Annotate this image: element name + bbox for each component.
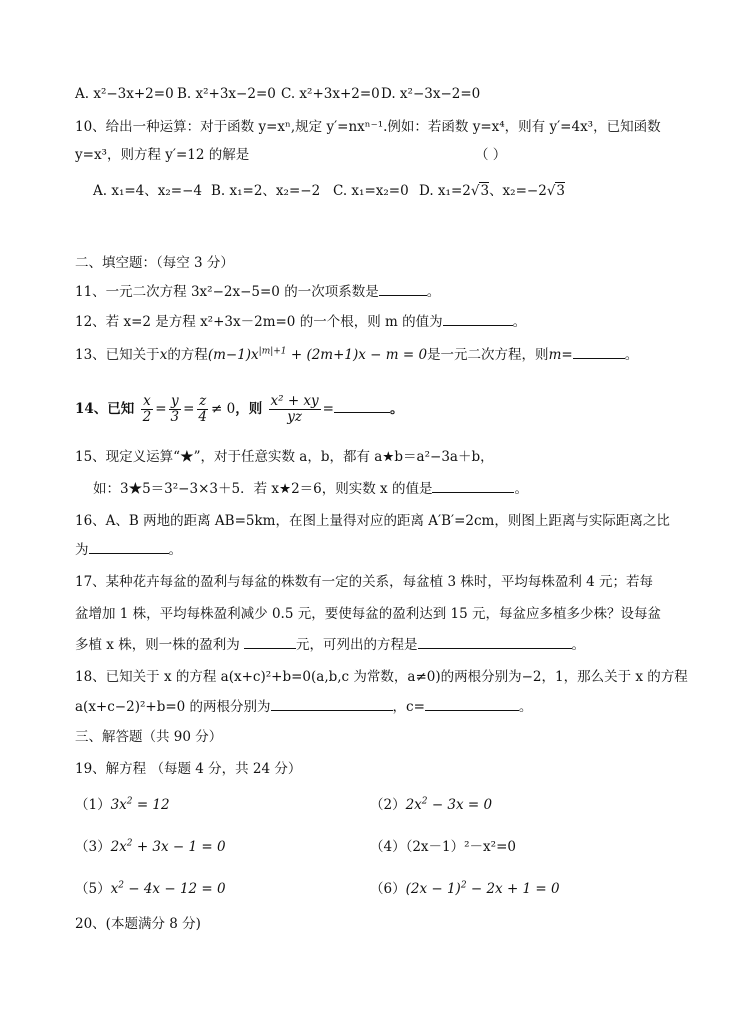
q18-line1: 18、已知关于 x 的方程 a(x+c)²+b=0(a,b,c 为常数，a≠0)的两根分别为−2，1，那么关于 x 的方程 xyxy=(75,669,688,685)
p3-equation: $2x^2 + 3x - 1 = 0$ xyxy=(110,838,226,855)
q19-heading: 19、解方程 （每题 4 分，共 24 分） xyxy=(75,761,302,777)
p5-equation: $x^2 - 4x - 12 = 0$ xyxy=(110,880,226,897)
q12: 12、若 x=2 是方程 x²+3x－2m=0 的一个根，则 m 的值为 。 xyxy=(75,314,527,330)
q17-line3: 多植 x 株，则一株的盈利为 元，可列出的方程是 。 xyxy=(75,637,585,653)
q9-option-d: D. x²−3x−2=0 xyxy=(381,86,481,102)
q16-line1: 16、A、B 两地的距离 AB=5km，在图上量得对应的距离 A′B′=2cm，则图上距离与实际距离之比 xyxy=(75,513,670,529)
q19-row2 xyxy=(75,838,675,856)
p3-label: （3） xyxy=(75,839,111,855)
p1-label: （1） xyxy=(75,797,111,813)
section2-heading: 二、填空题：（每空 3 分） xyxy=(75,255,234,271)
q10-option-b: B. x₁=2、x₂=−2 xyxy=(211,183,321,199)
p1-equation: $3x^2 = 12$ xyxy=(110,796,170,813)
p4: （4）（2x－1）²－x²=0 xyxy=(370,839,516,855)
q18-line2: a(x+c−2)²+b=0 的两根分别为 ，c= 。 xyxy=(75,699,533,715)
q16-line2: 为 。 xyxy=(75,542,182,558)
q10-text: y=x³，则方程 y′=12 的解是 xyxy=(75,147,250,163)
q10-option-c: C. x₁=x₂=0 xyxy=(333,183,409,199)
q13: 13、已知关于x的方程$(m-1)x^{|m|+1} + (2m+1)x - m = 0$是一元二次方程，则m= 。 xyxy=(75,346,639,363)
q11: 11、一元二次方程 3x²−2x−5=0 的一次项系数是 。 xyxy=(75,284,441,300)
q10-options xyxy=(93,182,565,200)
q10-line2 xyxy=(75,146,507,164)
q14: 14、已知 $\frac{x}{2}$ = $\frac{y}{3}$ = $\frac{z}{4}$ ≠ 0，则 $\frac{\text{x² + xy}}{yz}$ = 。 xyxy=(75,393,404,425)
q10-option-a: A. x₁=4、x₂=−4 xyxy=(93,183,202,199)
q9-option-c: C. x²+3x+2=0 xyxy=(281,86,380,102)
q17-line2: 盆增加 1 株，平均每株盈利减少 0.5 元，要使每盆的盈利达到 15 元，每盆应多植多少株？设每盆 xyxy=(75,606,661,622)
q9-option-a: A. x²−3x+2=0 xyxy=(75,86,174,102)
q10-answer-paren: （ ） xyxy=(475,147,507,163)
q10-line1: 10、给出一种运算：对于函数 y=xⁿ,规定 y′=nxⁿ⁻¹.例如：若函数 y=x⁴，则有 y′=4x³，已知函数 xyxy=(75,119,661,135)
p5-label: （5） xyxy=(75,881,111,897)
q9-options xyxy=(75,85,480,103)
q19-row1 xyxy=(75,796,675,814)
q17-line1: 17、某种花卉每盆的盈利与每盆的株数有一定的关系，每盆植 3 株时，平均每株盈利 4 元；若每 xyxy=(75,574,654,590)
section3-heading: 三、解答题（共 90 分） xyxy=(75,729,223,745)
q15-line1: 15、现定义运算“★”，对于任意实数 a，b，都有 a★b＝a²−3a＋b， xyxy=(75,449,494,465)
p2: $(2)2x^2 - 3x = 0$ xyxy=(370,796,493,813)
p6: $(6)(2x - 1)^2 - 2x + 1 = 0$ xyxy=(370,880,560,897)
q19-row3 xyxy=(75,880,675,898)
q15-line2: 如：3★5＝3²−3×3＋5．若 x★2＝6，则实数 x 的值是 。 xyxy=(93,481,528,497)
q20-heading: 20、(本题满分 8 分) xyxy=(75,916,201,932)
q10-option-d: D. x₁=2√3、x₂=−2√3 xyxy=(419,183,566,199)
q9-option-b: B. x²+3x−2=0 xyxy=(177,86,276,102)
